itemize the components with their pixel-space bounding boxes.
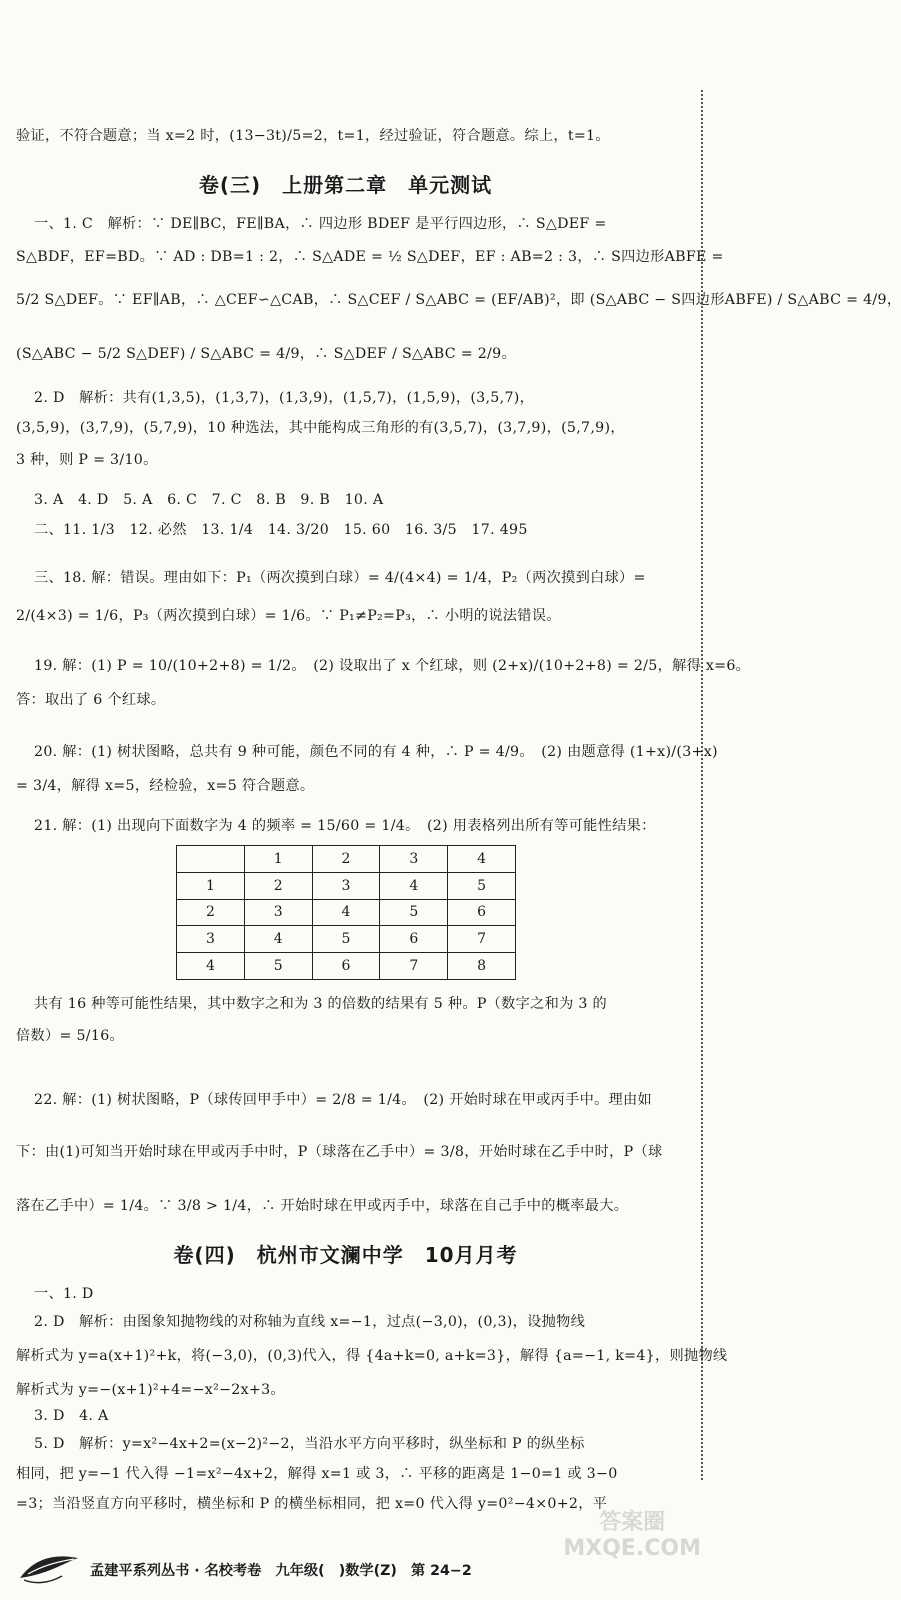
section-heading-vol3: 卷(三) 上册第二章 单元测试 [198, 173, 493, 197]
text-line: 三、18. 解：错误。理由如下：P₁（两次摸到白球）= 4/(4×4) = 1/4，P₂（两次摸到白球）= [34, 570, 646, 586]
leaf-ornament-icon [18, 1550, 82, 1586]
table-cell: 4 [177, 953, 245, 980]
text-line: 2. D 解析：由图象知抛物线的对称轴为直线 x=−1，过点(−3,0)，(0,3)，设抛物线 [34, 1314, 586, 1330]
text-line: 22. 解：(1) 树状图略，P（球传回甲手中）= 2/8 = 1/4。 (2) 开始时球在甲或丙手中。理由如 [34, 1092, 653, 1108]
table-cell: 2 [244, 872, 312, 899]
table-cell: 7 [380, 953, 448, 980]
table-cell: 5 [448, 872, 516, 899]
text-line: 2. D 解析：共有(1,3,5)，(1,3,7)，(1,3,9)，(1,5,7)，(1,5,9)，(3,5,7)， [34, 390, 535, 406]
table-cell: 4 [244, 926, 312, 953]
table-cell: 6 [380, 926, 448, 953]
section-heading-vol4: 卷(四) 杭州市文澜中学 10月月考 [173, 1243, 518, 1267]
text-line: 验证，不符合题意；当 x=2 时，(13−3t)/5=2，t=1，经过验证，符合题意。综上，t=1。 [16, 128, 610, 144]
table-cell: 6 [312, 953, 380, 980]
text-line: 3. D 4. A [34, 1408, 109, 1424]
table-cell [177, 846, 245, 873]
table-row [177, 899, 516, 926]
table-cell: 4 [380, 872, 448, 899]
table-cell: 8 [448, 953, 516, 980]
text-line: 2/(4×3) = 1/6，P₃（两次摸到白球）= 1/6。∵ P₁≠P₂=P₃，∴ 小明的说法错误。 [16, 608, 561, 624]
table-header-row [177, 846, 516, 873]
text-line: (3,5,9)，(3,7,9)，(5,7,9)，10 种选法，其中能构成三角形的有(3,5,7)，(3,7,9)，(5,7,9)， [16, 420, 625, 436]
text-line: = 3/4，解得 x=5，经检验，x=5 符合题意。 [16, 778, 315, 794]
table-cell: 7 [448, 926, 516, 953]
text-line: 落在乙手中）= 1/4。∵ 3/8 > 1/4，∴ 开始时球在甲或丙手中，球落在自己手中的概率最大。 [16, 1198, 629, 1214]
table-cell: 3 [380, 846, 448, 873]
table-row [177, 872, 516, 899]
table-row [177, 926, 516, 953]
table-cell: 2 [312, 846, 380, 873]
text-line: 一、1. C 解析：∵ DE∥BC，FE∥BA，∴ 四边形 BDEF 是平行四边形，∴ S△DEF = [34, 216, 607, 232]
table-cell: 5 [312, 926, 380, 953]
page-footer: 孟建平系列丛书 · 名校考卷 九年级( )数学(Z) 第 24−2 [90, 1563, 472, 1579]
text-line: 20. 解：(1) 树状图略，总共有 9 种可能，颜色不同的有 4 种，∴ P = 4/9。 (2) 由题意得 (1+x)/(3+x) [34, 744, 718, 760]
table-row [177, 953, 516, 980]
text-line: 解析式为 y=−(x+1)²+4=−x²−2x+3。 [16, 1382, 285, 1398]
text-line: 5. D 解析：y=x²−4x+2=(x−2)²−2，当沿水平方向平移时，纵坐标和 P 的纵坐标 [34, 1436, 585, 1452]
watermark-line: MXQE.COM [563, 1536, 701, 1561]
watermark-line: 答案圈 [599, 1510, 666, 1535]
table-cell: 5 [244, 953, 312, 980]
text-line: 解析式为 y=a(x+1)²+k，将(−3,0)，(0,3)代入，得 {4a+k=0, a+k=3}，解得 {a=−1, k=4}，则抛物线 [16, 1348, 728, 1364]
sum-outcome-table [176, 845, 516, 980]
watermark [563, 1510, 701, 1562]
table-cell: 6 [448, 899, 516, 926]
text-line: 答：取出了 6 个红球。 [16, 692, 166, 708]
text-line: 19. 解：(1) P = 10/(10+2+8) = 1/2。 (2) 设取出了 x 个红球，则 (2+x)/(10+2+8) = 2/5，解得 x=6。 [34, 658, 751, 674]
text-line: 3. A 4. D 5. A 6. C 7. C 8. B 9. B 10. A [34, 492, 384, 508]
table-cell: 3 [244, 899, 312, 926]
table-cell: 3 [177, 926, 245, 953]
text-line: 倍数）= 5/16。 [16, 1028, 125, 1044]
text-line: 二、11. 1/3 12. 必然 13. 1/4 14. 3/20 15. 60 16. 3/5 17. 495 [34, 522, 528, 538]
text-line: 下：由(1)可知当开始时球在甲或丙手中时，P（球落在乙手中）= 3/8，开始时球在乙手中时，P（球 [16, 1144, 663, 1160]
table-cell: 4 [448, 846, 516, 873]
text-line: 3 种，则 P = 3/10。 [16, 452, 158, 468]
text-line: 5/2 S△DEF。∵ EF∥AB，∴ △CEF∽△CAB，∴ S△CEF / S△ABC = (EF/AB)²，即 (S△ABC − S四边形ABFE) / S△ABC = 4/9， [16, 292, 901, 308]
text-line: 21. 解：(1) 出现向下面数字为 4 的频率 = 15/60 = 1/4。 (2) 用表格列出所有等可能性结果： [34, 818, 656, 834]
text-line: 共有 16 种等可能性结果，其中数字之和为 3 的倍数的结果有 5 种。P（数字之和为 3 的 [34, 996, 608, 1012]
text-line: =3；当沿竖直方向平移时，横坐标和 P 的横坐标相同，把 x=0 代入得 y=0²−4×0+2，平 [16, 1496, 608, 1512]
table-cell: 1 [177, 872, 245, 899]
text-line: 相同，把 y=−1 代入得 −1=x²−4x+2，解得 x=1 或 3，∴ 平移的距离是 1−0=1 或 3−0 [16, 1466, 618, 1482]
table-cell: 5 [380, 899, 448, 926]
text-line: 一、1. D [34, 1286, 94, 1302]
text-line: (S△ABC − 5/2 S△DEF) / S△ABC = 4/9，∴ S△DEF / S△ABC = 2/9。 [16, 346, 516, 362]
text-line: S△BDF，EF=BD。∵ AD : DB=1 : 2，∴ S△ADE = ½ S△DEF，EF : AB=2 : 3，∴ S四边形ABFE = [16, 249, 724, 265]
table-cell: 1 [244, 846, 312, 873]
table-cell: 3 [312, 872, 380, 899]
table-cell: 4 [312, 899, 380, 926]
table-cell: 2 [177, 899, 245, 926]
